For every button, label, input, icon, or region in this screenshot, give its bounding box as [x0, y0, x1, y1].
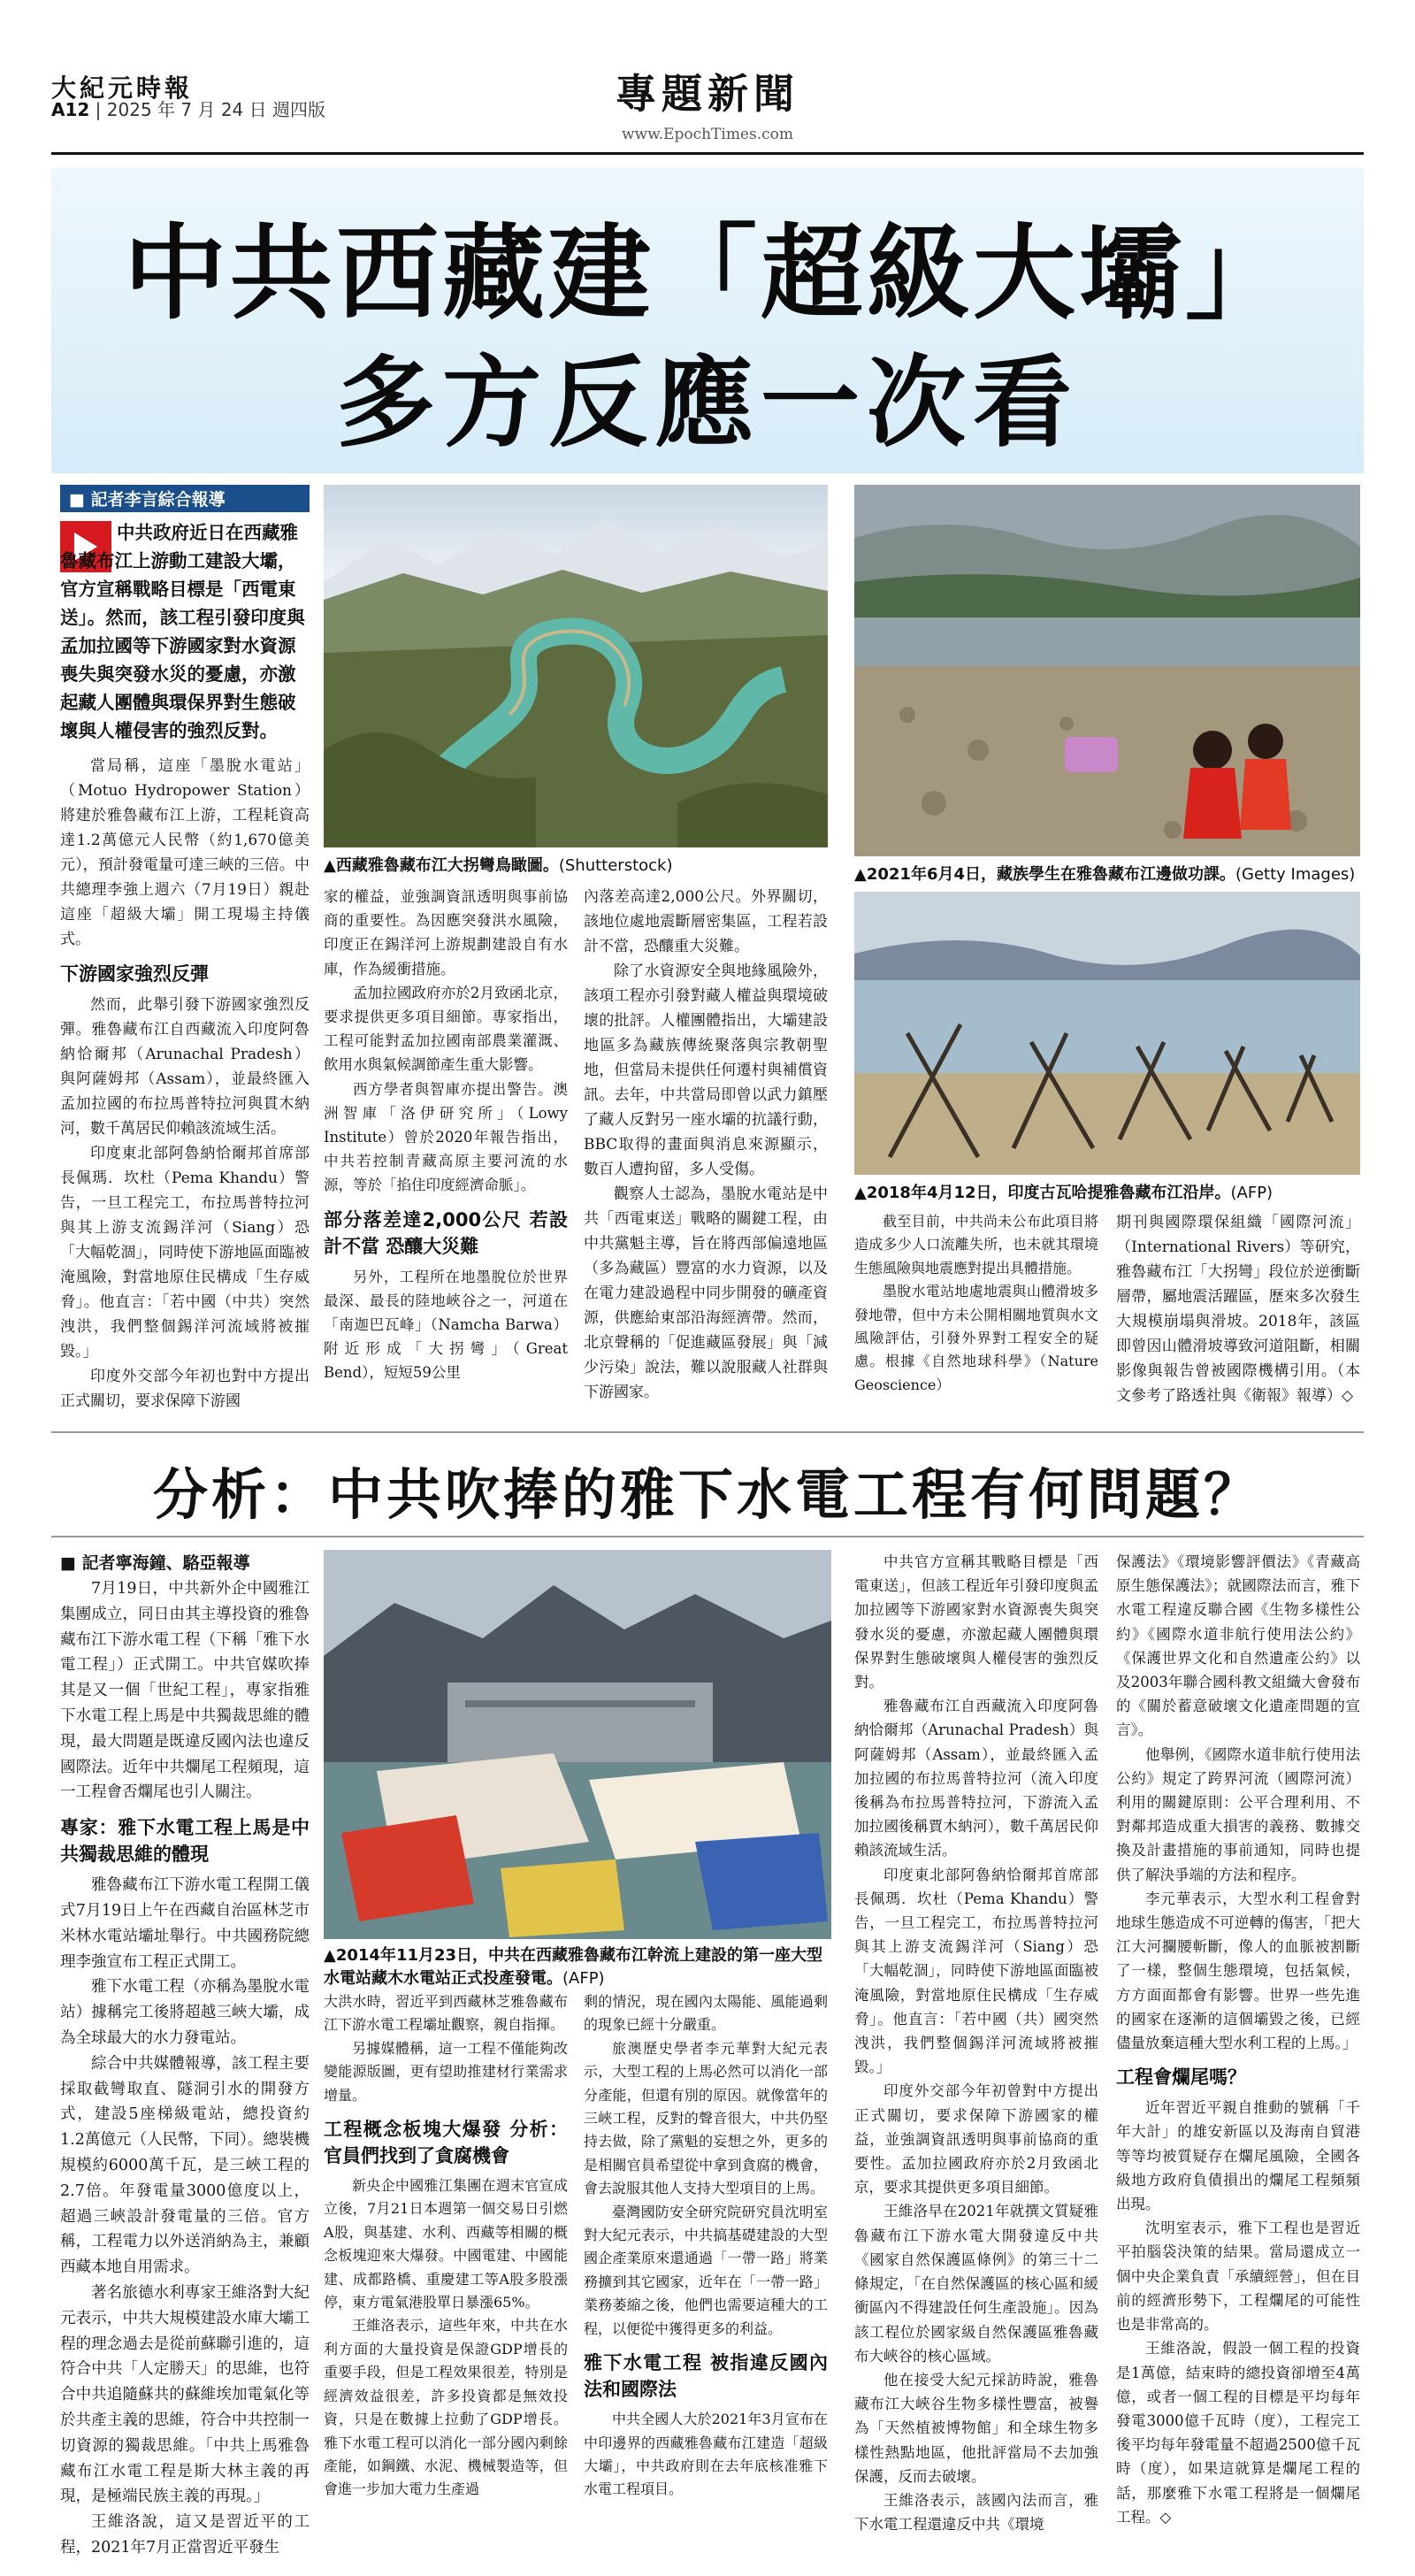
- photo-guwahati: [854, 892, 1360, 1175]
- great-bend-image: [324, 485, 828, 847]
- story1-column-2: [324, 885, 568, 1385]
- paragraph: 他舉例，《國際水道非航行使用法公約》規定了跨界河流（國際河流）利用的關鍵原則：公平合理利用、不對鄰邦造成重大損害的義務、數據交換及計畫措施的事前通知，同時也提供了解決爭端的方法和程序。: [1116, 1745, 1360, 1883]
- zangmu-dam-image: [324, 1550, 831, 1939]
- story2-column-2: [324, 1990, 568, 2502]
- caption-zangmu: ▲2014年11月23日，中共在西藏雅魯藏布江幹流上建設的第一座大型水電站藏木水電站正式投產發電。(AFP): [324, 1946, 823, 1988]
- page-info: A12 | 2025 年 7 月 24 日 週四版: [51, 99, 325, 120]
- paragraph: 墨脫水電站地處地震與山體滑坡多發地帶，但中方未公開相關地質與水文風險評估，引發外界對工程安全的疑慮。根據《自然地球科學》（Nature Geoscience）: [854, 1283, 1098, 1393]
- paragraph: 印度東北部阿魯納恰爾邦首席部長佩瑪．坎杜（Pema Khandu）警告，一旦工程完工，布拉馬普特拉河與其上游支流錫洋河（Siang）恐「大幅乾涸」，同時使下游地區面臨被淹風險，對當地原住民構成「生存威脅」。他直言：「若中國（共）國突然洩洪，我們整個錫洋河流域將被摧毀。」: [854, 1866, 1098, 2076]
- story2-title: 分析：中共吹捧的雅下水電工程有何問題？: [152, 1462, 1262, 1527]
- paragraph: 王維洛表示，這些年來，中共在水利方面的大量投資是保證GDP增長的重要手段，但是工程效果很差，特別是經濟效益很差，許多投資都是無效投資，只是在數據上拉動了GDP增長。雅下水電工程可以消化一部分國內剩餘產能，如鋼鐵、水泥、機械製造等，但會進一步加大電力生產過: [324, 2317, 568, 2498]
- subhead-drop: 部分落差達2,000公尺 若設計不當 恐釀大災難: [324, 1208, 568, 1257]
- paragraph: 李元華表示，大型水利工程會對地球生態造成不可逆轉的傷害，「把大江大河攔腰斬斷，像人的血脈被割斷了一樣，整個生態環境，包括氣候，方方面面都會有影響。世界一些先進的國家在逐漸的這個壩毀之後，已經儘量放棄這種大型水利工程的上馬。」: [1116, 1890, 1360, 2052]
- story1-column-5: [1116, 1210, 1360, 1408]
- paragraph: 印度東北部阿魯納恰爾邦首席部長佩瑪．坎杜（Pema Khandu）警告，一旦工程完工，布拉馬普特拉河與其上游支流錫洋河（Siang）恐「大幅乾涸」，同時使下游地區面臨被淹風險，對當地原住民構成「生存威脅」。他直言：「若中國（中共）突然洩洪，我們整個錫洋河流域將被摧毀。」: [60, 1145, 310, 1361]
- paragraph: 雅魯藏布江自西藏流入印度阿魯納恰爾邦（Arunachal Pradesh）與阿薩姆邦（Assam），並最終匯入孟加拉國的布拉馬普特拉河（流入印度後稱為布拉馬普特拉河，下游流入孟加拉國後稱賈木納河），數千萬居民仰賴該流域生活。: [854, 1698, 1098, 1859]
- paragraph: 中共全國人大於2021年3月宣布在中印邊界的西藏雅魯藏布江建造「超級大壩」，中共政府則在去年底核准雅下水電工程項目。: [584, 2411, 828, 2498]
- story2-column-4: [854, 1550, 1098, 2536]
- paragraph: 孟加拉國政府亦於2月致函北京，要求提供更多項目細節。專家指出，工程可能對孟加拉國南部農業灌溉、飲用水與氣候調節產生重大影響。: [324, 984, 568, 1074]
- paragraph: 臺灣國防安全研究院研究員沈明室對大紀元表示，中共搞基礎建設的大型國企產業原來還通過「一帶一路」將業務擴到其它國家，近年在「一帶一路」業務萎縮之後，他們也需要這種大的工程，以便從中獲得更多的利益。: [584, 2203, 828, 2337]
- masthead-rule: [51, 152, 1364, 155]
- story1-column-4: [854, 1210, 1098, 1397]
- paragraph: 剩的情況，現在國內太陽能、風能過剩的現象已經十分嚴重。: [584, 1993, 828, 2034]
- site-url: www.EpochTimes.com: [622, 126, 793, 143]
- headline-line-1: 中共西藏建「超級大壩」: [124, 214, 1291, 334]
- paragraph: 著名旅德水利專家王維洛對大紀元表示，中共大規模建設水庫大壩工程的理念過去是從前蘇聯引進的，這符合中共「人定勝天」的思維，也符合中共追隨蘇共的蘇維埃加電氣化等於共產主義的思維，符合中共控制一切資源的獨裁思維。「中共上馬雅魯藏布江水電工程是斯大林主義的再現，是極端民族主義的再現。」: [60, 2283, 310, 2506]
- paragraph: 近年習近平親自推動的號稱「千年大計」的雄安新區以及海南自貿港等等均被質疑存在爛尾風險，全國各級地方政府負債損出的爛尾工程頻頻出現。: [1116, 2099, 1360, 2213]
- section-divider: [51, 1536, 1364, 1537]
- subhead-unfinished: 工程會爛尾嗎？: [1116, 2066, 1246, 2089]
- paragraph: 然而，此舉引發下游國家強烈反彈。雅魯藏布江自西藏流入印度阿魯納恰爾邦（Arunachal Pradesh）與阿薩姆邦（Assam），並最終匯入孟加拉國的布拉馬普特拉河與貫木納河，數千萬居民仰賴該流域生活。: [60, 996, 310, 1138]
- paragraph: 截至目前，中共尚未公布此項目將造成多少人口流離失所，也未就其環境生態風險與地震應對提出具體措施。: [854, 1213, 1098, 1276]
- paragraph: 印度外交部今年初曾對中方提出正式關切，要求保障下游國家的權益，並強調資訊透明與事前協商的重要性。孟加拉國政府亦於2月致函北京，要求其提供更多項目細節。: [854, 2082, 1098, 2196]
- paragraph: 大洪水時，習近平到西藏林芝雅魯藏布江下游水電工程壩址觀察，親自指揮。: [324, 1993, 568, 2034]
- paragraph: 7月19日，中共新外企中國雅江集團成立，同日由其主導投資的雅魯藏布江下游水電工程（下稱「雅下水電工程」）正式開工。中共官媒吹捧其是又一個「世紀工程」，專家指雅下水電工程上馬是中共獨裁思維的體現，最大問題是既違反國內法也違反國際法。近年中共爛尾工程頻現，這一工程會否爛尾也引人關注。: [60, 1580, 310, 1802]
- headline-line-2: 多方反應一次看: [336, 346, 1079, 461]
- story1-byline: ■ 記者李言綜合報導: [60, 485, 310, 512]
- story1-column-1: [60, 754, 310, 1414]
- photo-great-bend: [324, 485, 828, 847]
- section-title: 專題新聞: [616, 70, 799, 118]
- issue-date: 2025 年 7 月 24 日 週四版: [106, 99, 325, 120]
- headline-banner: [51, 168, 1364, 473]
- paragraph: 另外，工程所在地墨脫位於世界最深、最長的陸地峽谷之一，河道在「南迦巴瓦峰」（Namcha Barwa）附近形成「大拐彎」（Great Bend），短短59公里: [324, 1268, 568, 1382]
- paragraph: 觀察人士認為，墨脫水電站是中共「西電東送」戰略的關鍵工程，由中共黨魁主導，旨在將西部偏遠地區（多為藏區）豐富的水力資源，以及在電力建設過程中同步開發的礦產資源，供應給東部沿海經濟帶。然而，北京聲稱的「促進藏區發展」與「減少污染」說法，難以說服藏人社群與下游國家。: [584, 1185, 828, 1401]
- paragraph: 王維洛說，假設一個工程的投資是1萬億，結束時的總投資卻增至4萬億，或者一個工程的目標是平均每年發電3000億千瓦時（度），工程完工後平均每年發電量不超過2500億千瓦時（度），如果這就算是爛尾工程的話，那麼雅下水電工程將是一個爛尾工程。◇: [1116, 2340, 1360, 2526]
- paragraph: 沈明室表示，雅下工程也是習近平拍腦袋決策的結果。當局還成立一個中央企業負責「承續經營」，但在目前的經濟形勢下，工程爛尾的可能性也是非常高的。: [1116, 2220, 1360, 2334]
- paragraph: 王維洛說，這又是習近平的工程，2021年7月正當習近平發生: [60, 2513, 310, 2557]
- subhead-law: 雅下水電工程 被指違反國內法和國際法: [584, 2352, 828, 2401]
- paragraph: 王維洛表示，該國內法而言，雅下水電工程還違反中共《環境: [854, 2491, 1098, 2534]
- section-divider: [51, 1431, 1364, 1433]
- paragraph: 內落差高達2,000公尺。外界關切，該地位處地震斷層密集區，工程若設計不當，恐釀重大災難。: [584, 888, 828, 955]
- paragraph: 家的權益，並強調資訊透明與事前協商的重要性。為因應突發洪水風險，印度正在錫洋河上游規劃建設自有水庫，作為緩衝措施。: [324, 888, 568, 978]
- paragraph: 王維洛早在2021年就撰文質疑雅魯藏布江下游水電大開發違反中共《國家自然保護區條例》的第三十二條規定，「在自然保護區的核心區和緩衝區內不得建設任何生產設施」。因為該工程位於國家級自然保護區雅魯藏布大峽谷的核心區域。: [854, 2203, 1098, 2365]
- story2-column-5: [1116, 1550, 1360, 2529]
- paragraph: 雅魯藏布江下游水電工程開工儀式7月19日上午在西藏自治區林芝市米林水電站壩址舉行。中共國務院總理李強宣布工程正式開工。: [60, 1876, 310, 1971]
- caption-students: ▲2021年6月4日，藏族學生在雅魯藏布江邊做功課。(Getty Images): [854, 865, 1356, 884]
- story1-column-3: [584, 885, 828, 1405]
- photo-students: [854, 485, 1360, 856]
- caption-guwahati: ▲2018年4月12日，印度古瓦哈提雅魯藏布江沿岸。(AFP): [854, 1184, 1274, 1202]
- caption-great-bend: ▲西藏雅魯藏布江大拐彎鳥瞰圖。(Shutterstock): [324, 856, 673, 875]
- story1-lede: 中共政府近日在西藏雅魯藏布江上游動工建設大壩，官方宣稱戰略目標是「西電東送」。然而，該工程引發印度與孟加拉國等下游國家對水資源喪失與突發水災的憂慮，亦激起藏人團體與環保界對生態破壞與人權侵害的強烈反對。: [60, 522, 305, 741]
- paragraph: 期刊與國際環保組織「國際河流」（International Rivers）等研究，雅魯藏布江「大拐彎」段位於逆衝斷層帶，屬地震活躍區，歷來多次發生大規模崩塌與滑坡。2018年，該區即曾因山體滑坡導致河道阻斷，相關影像與報告曾被國際機構引用。（本文參考了路透社與《衛報》報導）◇: [1116, 1214, 1360, 1405]
- story2-column-3: [584, 1990, 828, 2502]
- guwahati-shore-image: [854, 892, 1360, 1175]
- paragraph: 另據媒體稱，這一工程不僅能夠改變能源版圖，更有望助推建材行業需求增量。: [324, 2039, 568, 2104]
- paragraph: 當局稱，這座「墨脫水電站」（Motuo Hydropower Station）將建於雅魯藏布江上游，工程耗資高達1.2萬億元人民幣（約1,670億美元），預計發電量可達三峽的三倍。中共總理李強上週六（7月19日）親赴這座「超級大壩」開工現場主持儀式。: [60, 757, 310, 948]
- story2-byline: ■ 記者寧海鐘、駱亞報導: [60, 1553, 250, 1573]
- masthead-logo: 大紀元時報: [51, 73, 194, 103]
- paragraph: 西方學者與智庫亦提出警告。澳洲智庫「洛伊研究所」（Lowy Institute）曾於2020年報告指出，中共若控制青藏高原主要河流的水源，等於「掐住印度經濟命脈」。: [324, 1080, 568, 1194]
- subhead-downstream: 下游國家強烈反彈: [60, 963, 209, 985]
- paragraph: 旅澳歷史學者李元華對大紀元表示，大型工程的上馬必然可以消化一部分產能，但還有別的原因。就像當年的三峽工程，反對的聲音很大，中共仍堅持去做，除了黨魁的妄想之外，更多的是相關官員希望從中拿到貪腐的機會，會去說服其他人支持大型項目的上馬。: [584, 2039, 828, 2197]
- subhead-corruption: 工程概念板塊大爆發 分析：官員們找到了貪腐機會: [324, 2119, 568, 2167]
- page-number: A12: [51, 99, 90, 120]
- paragraph: 新央企中國雅江集團在週末官宣成立後，7月21日本週第一個交易日引燃A股，與基建、水利、西藏等相關的概念板塊迎來大爆發。中國電建、中國能建、成都路橋、重慶建工等A股多股漲停，東方電氣港股單日暴漲65%。: [324, 2177, 568, 2312]
- students-river-image: [854, 485, 1360, 856]
- paragraph: 印度外交部今年初也對中方提出正式關切，要求保障下游國: [60, 1368, 310, 1410]
- subhead-dictatorship: 專家：雅下水電工程上馬是中共獨裁思維的體現: [60, 1817, 310, 1866]
- paragraph: 中共官方宣稱其戰略目標是「西電東送」，但該工程近年引發印度與孟加拉國等下游國家對水資源喪失與突發水災的憂慮，亦激起藏人團體與環保界對生態破壞與人權侵害的強烈反對。: [854, 1553, 1098, 1691]
- paragraph: 綜合中共媒體報導，該工程主要採取截彎取直、隧洞引水的開發方式，建設5座梯級電站，總投資約1.2萬億元（人民幣，下同）。總裝機規模約6000萬千瓦，是三峽工程的2.7倍。年發電量3000億度以上，超過三峽設計發電量的三倍。官方稱，工程電力以外送消納為主，兼顧西藏本地自用需求。: [60, 2054, 310, 2277]
- story2-column-1: [60, 1550, 310, 2561]
- paragraph: 保護法》《環境影響評價法》《青藏高原生態保護法》；就國際法而言，雅下水電工程違反聯合國《生物多樣性公約》《國際水道非航行使用法公約》《保護世界文化和自然遺產公約》以及2003年聯合國科教文組織大會發布的《關於蓄意破壞文化遺產問題的宣言》。: [1116, 1553, 1360, 1739]
- photo-zangmu-dam: [324, 1550, 831, 1939]
- paragraph: 雅下水電工程（亦稱為墨脫水電站）據稱完工後將超越三峽大壩，成為全球最大的水力發電站。: [60, 1978, 310, 2047]
- paragraph: 除了水資源安全與地緣風險外，該項工程亦引發對藏人權益與環境破壞的批評。人權團體指出，大壩建設地區多為藏族傳統聚落與宗教朝聖地，但當局未提供任何遷村與補償資訊。去年，中共當局即曾以武力鎮壓了藏人反對另一座水壩的抗議行動，BBC取得的畫面與消息來源顯示，數百人遭拘留，多人受傷。: [584, 962, 828, 1178]
- paragraph: 他在接受大紀元採訪時說，雅魯藏布江大峽谷生物多樣性豐富，被譽為「天然植被博物館」和全球生物多樣性熱點地區，他批評當局不去加強保護，反而去破壞。: [854, 2371, 1098, 2485]
